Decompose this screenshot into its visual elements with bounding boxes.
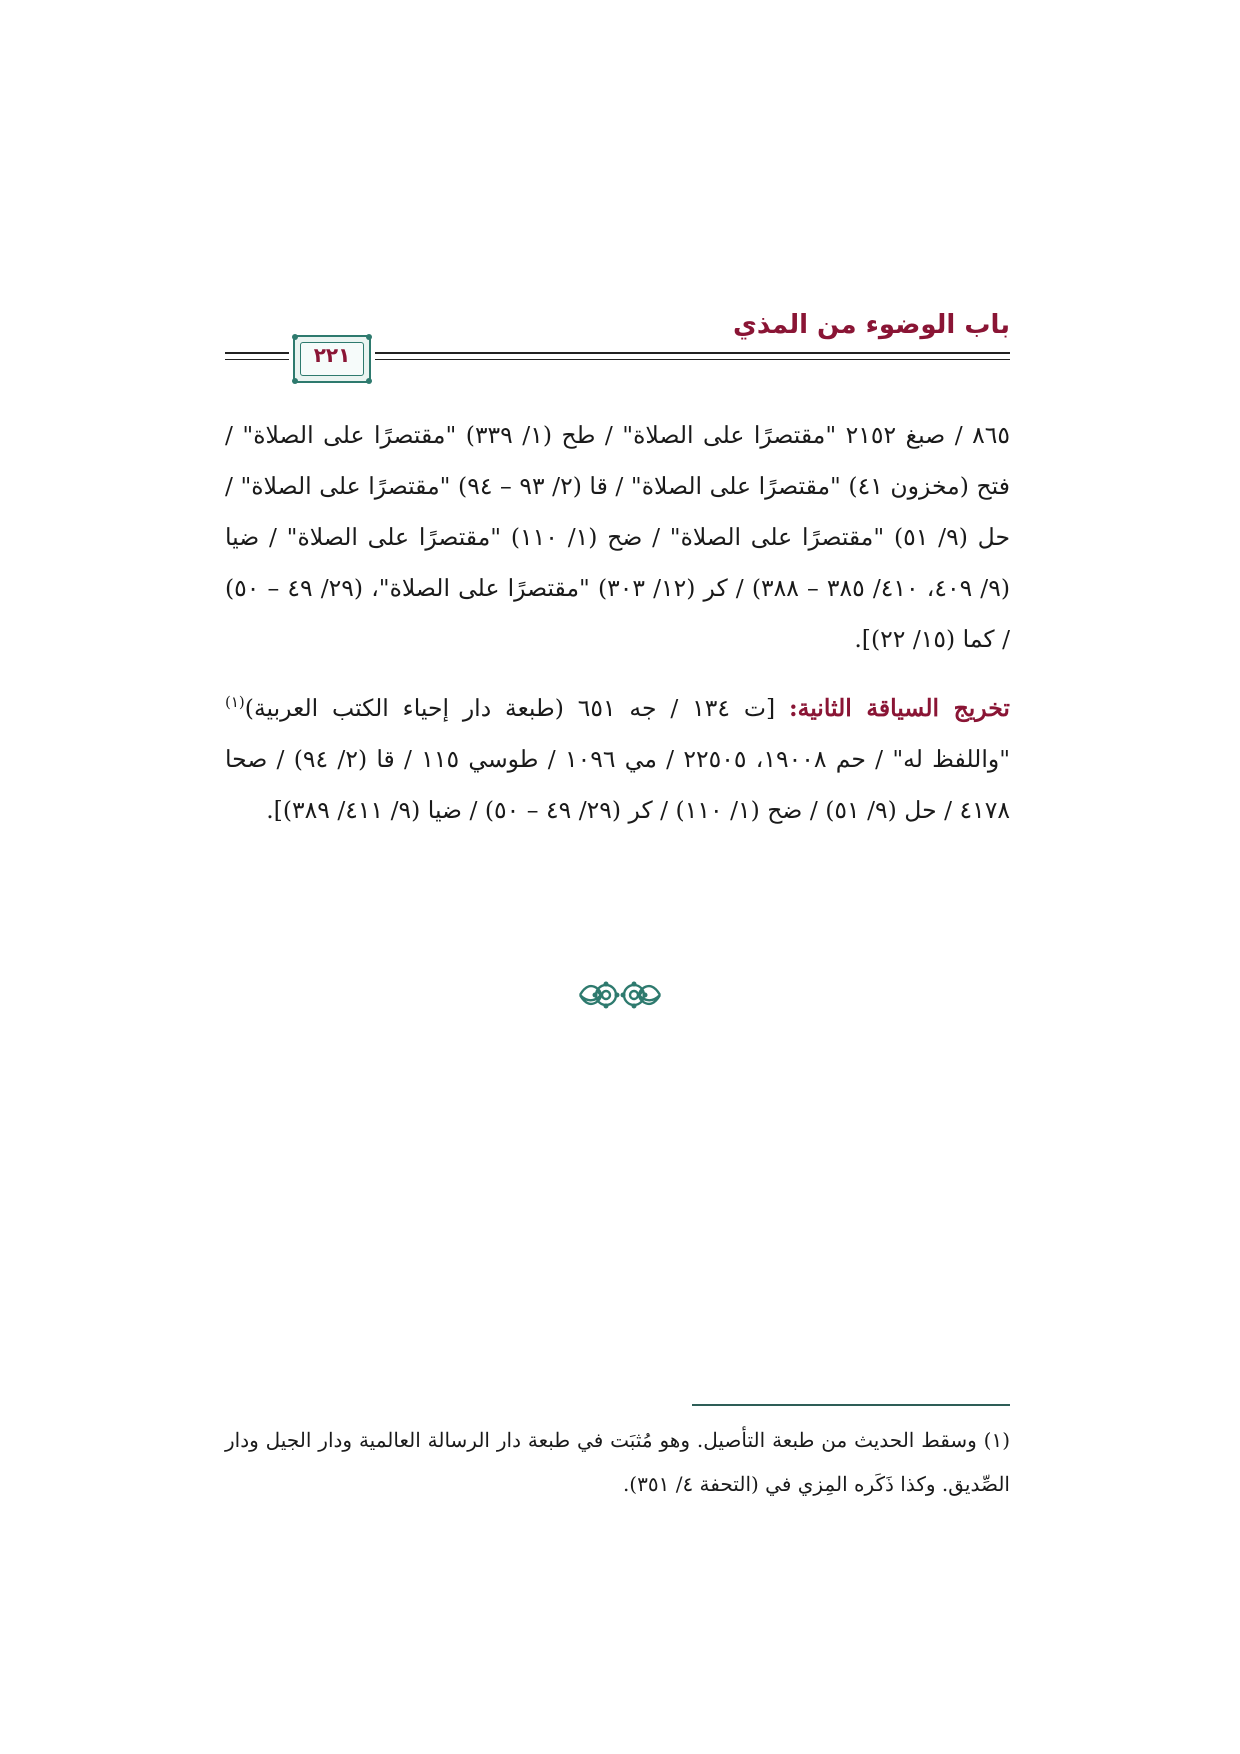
- badge-corner-ornament: [366, 334, 372, 340]
- ornament-petal: [604, 1004, 609, 1009]
- section-ornament: [0, 975, 1240, 1015]
- ornament-rosette-inner-right: [630, 991, 638, 999]
- page-number: ٢٢١: [313, 343, 351, 367]
- badge-corner-ornament: [292, 378, 298, 384]
- section-label: تخريج السياقة الثانية:: [788, 694, 1010, 722]
- ornament-petal: [593, 993, 598, 998]
- ornament-petal: [632, 982, 637, 987]
- ornament-petal: [621, 993, 626, 998]
- ornament-rosette-right: [624, 985, 644, 1005]
- footnote: [225, 1418, 1010, 1506]
- chapter-title: باب الوضوء من المذي: [733, 310, 1010, 340]
- ornament-rosette-left: [596, 985, 616, 1005]
- badge-corner-ornament: [366, 378, 372, 384]
- header-rule-left-thick: [225, 352, 289, 354]
- page-number-badge: [293, 335, 371, 383]
- footnote-reference[interactable]: (١): [225, 693, 245, 712]
- ornament-petal: [615, 993, 620, 998]
- ornament-petal: [632, 1004, 637, 1009]
- ornament-rosette-inner-left: [602, 991, 610, 999]
- header-rule-right-thick: [375, 352, 1010, 354]
- paragraph-second-narration: [225, 683, 1010, 836]
- header-rule-right-thin: [375, 359, 1010, 360]
- paragraph-text: [ت ١٣٤ / جه ٦٥١ (طبعة دار إحياء الكتب العربية): [244, 694, 789, 722]
- footnote-text: (١) وسقط الحديث من طبعة التأصيل. وهو مُثبَت في طبعة دار الرسالة العالمية ودار الجيل ودار الصِّديق. وكذا ذَكَره المِزي في (التحفة ٤/ ٣٥١).: [225, 1428, 1010, 1496]
- header-rule-left-thin: [225, 359, 289, 360]
- ornament-petal: [604, 982, 609, 987]
- ornament-petal: [643, 993, 648, 998]
- badge-corner-ornament: [292, 334, 298, 340]
- footnote-separator: [692, 1404, 1010, 1406]
- paragraph-text: "واللفظ له" / حم ١٩٠٠٨، ٢٢٥٠٥ / مي ١٠٩٦ / طوسي ١١٥ / قا (٢/ ٩٤) / صحا ٤١٧٨ / حل (٩/ ٥١) / ضح (١/ ١١٠) / كر (٢٩/ ٤٩ – ٥٠) / ضيا (٩/ ٤١١/ ٣٨٩)].: [225, 745, 1011, 824]
- main-text: [225, 410, 1010, 836]
- paragraph-sources: ٨٦٥ / صبغ ٢١٥٢ "مقتصرًا على الصلاة" / طح (١/ ٣٣٩) "مقتصرًا على الصلاة" / فتح (مخزون ٤١) "مقتصرًا على الصلاة" / قا (٢/ ٩٣ – ٩٤) "مقتصرًا على الصلاة" / حل (٩/ ٥١) "مقتصرًا على الصلاة" / ضح (١/ ١١٠) "مقتصرًا على الصلاة" / ضيا (٩/ ٤٠٩، ٤١٠/ ٣٨٥ – ٣٨٨) / كر (١٢/ ٣٠٣) "مقتصرًا على الصلاة"، (٢٩/ ٤٩ – ٥٠) / كما (١٥/ ٢٢)].: [225, 421, 1011, 653]
- running-header: [225, 300, 1010, 390]
